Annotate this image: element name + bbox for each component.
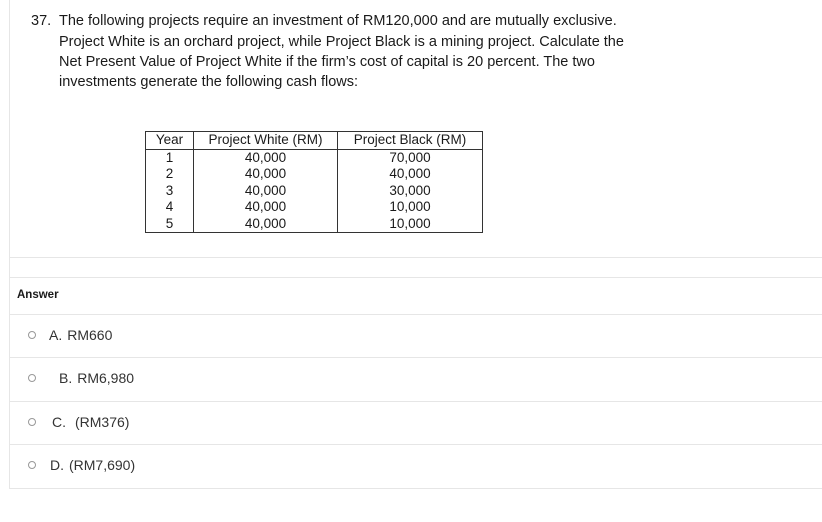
radio-button[interactable] <box>28 418 36 426</box>
cell-white: 40,000 <box>194 166 338 183</box>
option-letter: D. <box>50 457 64 473</box>
cell-white: 40,000 <box>194 199 338 216</box>
option-b[interactable] <box>28 370 134 386</box>
question-number: 37. <box>31 13 52 29</box>
cell-year: 3 <box>146 183 194 200</box>
option-a[interactable] <box>28 327 112 343</box>
table-header-row <box>146 132 483 150</box>
cell-white: 40,000 <box>194 183 338 200</box>
header-year: Year <box>146 132 194 150</box>
option-letter: C. <box>52 414 66 430</box>
radio-button[interactable] <box>28 461 36 469</box>
question-text-line: Net Present Value of Project White if the firm’s cost of capital is 20 percent. The two <box>59 54 595 70</box>
cell-year: 2 <box>146 166 194 183</box>
table-row <box>146 199 483 216</box>
answer-label: Answer <box>17 289 59 301</box>
divider <box>9 357 822 358</box>
option-text: RM6,980 <box>77 370 135 386</box>
cell-year: 5 <box>146 216 194 233</box>
cell-year: 4 <box>146 199 194 216</box>
divider <box>9 401 822 402</box>
header-project-white: Project White (RM) <box>194 132 338 150</box>
question-text-line: Project White is an orchard project, while Project Black is a mining project. Calculate the <box>59 34 624 50</box>
table-row <box>146 149 483 166</box>
cell-white: 40,000 <box>194 216 338 233</box>
option-d[interactable] <box>28 457 135 473</box>
option-letter: B. <box>59 370 73 386</box>
divider <box>9 277 822 278</box>
divider <box>9 444 822 445</box>
option-c[interactable] <box>28 414 129 430</box>
cell-year: 1 <box>146 149 194 166</box>
answer-panel-border <box>9 258 10 488</box>
option-text: RM660 <box>67 327 113 343</box>
cell-black: 10,000 <box>338 199 483 216</box>
table-row <box>146 183 483 200</box>
option-text: (RM7,690) <box>69 457 136 473</box>
option-letter: A. <box>49 327 63 343</box>
table-row <box>146 166 483 183</box>
cell-black: 70,000 <box>338 149 483 166</box>
divider <box>9 314 822 315</box>
cell-white: 40,000 <box>194 149 338 166</box>
option-text: (RM376) <box>75 414 130 430</box>
question-text-line: investments generate the following cash flows: <box>59 74 359 90</box>
cell-black: 10,000 <box>338 216 483 233</box>
cash-flow-table <box>145 131 483 233</box>
question-text-line: The following projects require an investment of RM120,000 and are mutually exclusive. <box>59 13 617 29</box>
divider <box>9 488 822 489</box>
table-row <box>146 216 483 233</box>
cell-black: 40,000 <box>338 166 483 183</box>
radio-button[interactable] <box>28 374 36 382</box>
cell-black: 30,000 <box>338 183 483 200</box>
header-project-black: Project Black (RM) <box>338 132 483 150</box>
radio-button[interactable] <box>28 331 36 339</box>
